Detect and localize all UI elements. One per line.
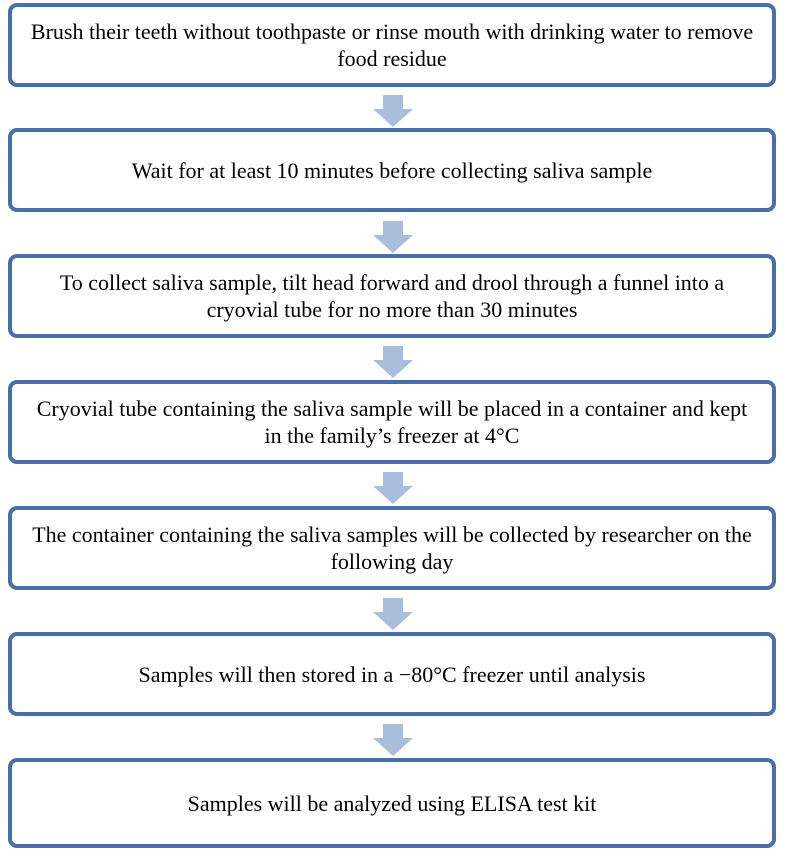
step-box-1 xyxy=(8,3,776,87)
step-5-text: The container containing the saliva samples will be collected by researcher on the following day xyxy=(32,522,752,574)
step-6-text: Samples will then stored in a −80°C freezer until analysis xyxy=(138,661,646,687)
down-arrow-icon xyxy=(373,598,413,630)
step-box-2 xyxy=(8,128,776,212)
step-box-3 xyxy=(8,254,776,338)
down-arrow-icon xyxy=(373,346,413,378)
step-box-6 xyxy=(8,632,776,716)
step-1-text: Brush their teeth without toothpaste or rinse mouth with drinking water to remove food residue xyxy=(30,19,754,71)
step-2-text: Wait for at least 10 minutes before collecting saliva sample xyxy=(131,157,653,183)
step-3-text: To collect saliva sample, tilt head forward and drool through a funnel into a cryovial tube for no more than 30 minutes xyxy=(59,270,725,322)
down-arrow-icon xyxy=(373,95,413,127)
down-arrow-icon xyxy=(373,221,413,253)
step-7-text: Samples will be analyzed using ELISA test kit xyxy=(187,790,597,816)
step-box-7 xyxy=(8,758,776,848)
down-arrow-icon xyxy=(373,724,413,756)
down-arrow-icon xyxy=(373,472,413,504)
step-box-5 xyxy=(8,506,776,590)
step-4-text: Cryovial tube containing the saliva sample will be placed in a container and kept in the family’s freezer at 4°C xyxy=(36,396,748,448)
step-box-4 xyxy=(8,380,776,464)
